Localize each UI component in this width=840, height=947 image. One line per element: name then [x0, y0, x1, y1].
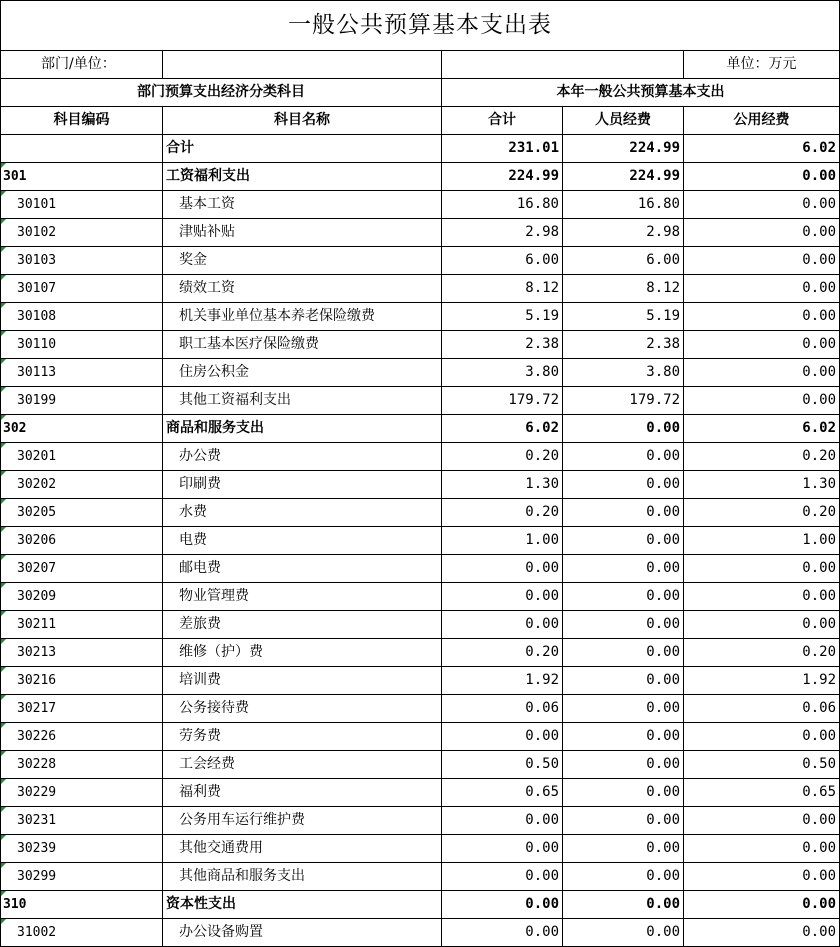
row-total[interactable]: 1.30 — [442, 471, 563, 499]
row-personnel[interactable]: 0.00 — [563, 919, 684, 947]
dept-value-cell[interactable] — [163, 51, 442, 79]
row-public[interactable]: 0.20 — [684, 639, 840, 667]
row-name[interactable]: 工会经费 — [163, 751, 442, 779]
row-name[interactable]: 其他交通费用 — [163, 835, 442, 863]
row-code[interactable]: 30206 — [1, 527, 163, 555]
row-public[interactable]: 0.00 — [684, 807, 840, 835]
table-row — [1, 919, 840, 947]
table-row — [1, 443, 840, 471]
header-name: 科目名称 — [163, 107, 442, 135]
table-row — [1, 611, 840, 639]
row-personnel[interactable]: 0.00 — [563, 863, 684, 891]
row-public[interactable]: 0.20 — [684, 443, 840, 471]
row-code[interactable]: 30211 — [1, 611, 163, 639]
row-code[interactable]: 30113 — [1, 359, 163, 387]
row-public[interactable]: 0.00 — [684, 219, 840, 247]
row-public[interactable]: 0.00 — [684, 583, 840, 611]
header-personnel: 人员经费 — [563, 107, 684, 135]
row-name[interactable]: 培训费 — [163, 667, 442, 695]
row-public[interactable]: 1.00 — [684, 527, 840, 555]
row-public[interactable]: 0.00 — [684, 919, 840, 947]
row-code[interactable]: 31002 — [1, 919, 163, 947]
row-public[interactable]: 0.00 — [684, 611, 840, 639]
row-name[interactable]: 维修（护）费 — [163, 639, 442, 667]
row-public[interactable]: 0.00 — [684, 555, 840, 583]
row-name[interactable]: 职工基本医疗保险缴费 — [163, 331, 442, 359]
row-personnel[interactable]: 224.99 — [563, 163, 684, 191]
row-personnel[interactable]: 0.00 — [563, 611, 684, 639]
row-personnel[interactable]: 0.00 — [563, 779, 684, 807]
row-name[interactable]: 印刷费 — [163, 471, 442, 499]
row-total[interactable]: 0.00 — [442, 555, 563, 583]
dept-label: 部门/单位： — [1, 51, 163, 79]
row-code[interactable]: 30299 — [1, 863, 163, 891]
row-name[interactable]: 机关事业单位基本养老保险缴费 — [163, 303, 442, 331]
row-name[interactable]: 资本性支出 — [163, 891, 442, 919]
row-public[interactable]: 6.02 — [684, 415, 840, 443]
row-code[interactable]: 30239 — [1, 835, 163, 863]
row-total[interactable]: 16.80 — [442, 191, 563, 219]
row-public[interactable]: 0.00 — [684, 723, 840, 751]
row-personnel[interactable]: 0.00 — [563, 695, 684, 723]
table-row — [1, 667, 840, 695]
row-code[interactable]: 30226 — [1, 723, 163, 751]
row-personnel[interactable]: 5.19 — [563, 303, 684, 331]
table-row — [1, 191, 840, 219]
table-row — [1, 779, 840, 807]
row-personnel[interactable]: 0.00 — [563, 639, 684, 667]
row-code[interactable]: 30213 — [1, 639, 163, 667]
table-row — [1, 723, 840, 751]
table-row — [1, 555, 840, 583]
row-code[interactable]: 310 — [1, 891, 163, 919]
row-public[interactable]: 0.00 — [684, 191, 840, 219]
table-row — [1, 527, 840, 555]
row-total[interactable]: 179.72 — [442, 387, 563, 415]
row-total[interactable]: 1.92 — [442, 667, 563, 695]
row-total[interactable]: 1.00 — [442, 527, 563, 555]
row-code[interactable]: 30108 — [1, 303, 163, 331]
table-row — [1, 303, 840, 331]
row-public[interactable]: 0.65 — [684, 779, 840, 807]
row-personnel[interactable]: 0.00 — [563, 471, 684, 499]
row-code[interactable]: 30199 — [1, 387, 163, 415]
row-name[interactable]: 奖金 — [163, 247, 442, 275]
row-name[interactable]: 住房公积金 — [163, 359, 442, 387]
table-row — [1, 583, 840, 611]
row-total[interactable]: 0.00 — [442, 723, 563, 751]
table-row — [1, 807, 840, 835]
row-total[interactable]: 0.50 — [442, 751, 563, 779]
header-group-row — [1, 79, 840, 107]
total-row — [1, 135, 840, 163]
row-personnel[interactable]: 3.80 — [563, 359, 684, 387]
table-row — [1, 359, 840, 387]
row-name[interactable]: 电费 — [163, 527, 442, 555]
row-code[interactable]: 30107 — [1, 275, 163, 303]
row-name[interactable]: 商品和服务支出 — [163, 415, 442, 443]
category-row — [1, 163, 840, 191]
row-total[interactable]: 6.02 — [442, 415, 563, 443]
table-row — [1, 835, 840, 863]
row-personnel[interactable]: 8.12 — [563, 275, 684, 303]
row-total[interactable]: 0.20 — [442, 443, 563, 471]
meta-row — [1, 51, 840, 79]
row-public[interactable]: 0.00 — [684, 835, 840, 863]
row-personnel[interactable]: 0.00 — [563, 723, 684, 751]
header-column-row — [1, 107, 840, 135]
row-personnel[interactable]: 179.72 — [563, 387, 684, 415]
row-code[interactable]: 30209 — [1, 583, 163, 611]
row-total[interactable]: 0.00 — [442, 891, 563, 919]
row-code[interactable]: 30205 — [1, 499, 163, 527]
meta-empty-cell[interactable] — [442, 51, 684, 79]
header-total: 合计 — [442, 107, 563, 135]
row-name[interactable]: 差旅费 — [163, 611, 442, 639]
row-total[interactable]: 0.20 — [442, 639, 563, 667]
row-name[interactable]: 公务接待费 — [163, 695, 442, 723]
row-personnel[interactable]: 0.00 — [563, 891, 684, 919]
row-name[interactable]: 福利费 — [163, 779, 442, 807]
table-row — [1, 863, 840, 891]
row-name[interactable]: 其他工资福利支出 — [163, 387, 442, 415]
row-total[interactable]: 2.98 — [442, 219, 563, 247]
category-row — [1, 891, 840, 919]
row-public[interactable]: 0.00 — [684, 359, 840, 387]
row-personnel[interactable]: 0.00 — [563, 835, 684, 863]
row-total[interactable]: 0.00 — [442, 583, 563, 611]
total-personnel[interactable]: 224.99 — [563, 135, 684, 163]
row-public[interactable]: 1.30 — [684, 471, 840, 499]
row-total[interactable]: 3.80 — [442, 359, 563, 387]
row-public[interactable]: 0.50 — [684, 751, 840, 779]
row-total[interactable]: 8.12 — [442, 275, 563, 303]
title-row — [1, 1, 840, 51]
row-name[interactable]: 工资福利支出 — [163, 163, 442, 191]
row-code[interactable]: 30101 — [1, 191, 163, 219]
row-personnel[interactable]: 0.00 — [563, 527, 684, 555]
row-code[interactable]: 30217 — [1, 695, 163, 723]
row-personnel[interactable]: 0.00 — [563, 415, 684, 443]
category-row — [1, 415, 840, 443]
table-row — [1, 639, 840, 667]
row-code[interactable]: 30228 — [1, 751, 163, 779]
row-public[interactable]: 0.00 — [684, 275, 840, 303]
row-total[interactable]: 0.20 — [442, 499, 563, 527]
row-code[interactable]: 30207 — [1, 555, 163, 583]
row-code[interactable]: 30216 — [1, 667, 163, 695]
table-row — [1, 751, 840, 779]
row-total[interactable]: 0.00 — [442, 835, 563, 863]
row-public[interactable]: 0.00 — [684, 303, 840, 331]
row-total[interactable]: 2.38 — [442, 331, 563, 359]
row-public[interactable]: 0.00 — [684, 863, 840, 891]
row-code[interactable]: 30231 — [1, 807, 163, 835]
table-row — [1, 387, 840, 415]
row-public[interactable]: 0.06 — [684, 695, 840, 723]
row-total[interactable]: 0.00 — [442, 863, 563, 891]
row-public[interactable]: 0.00 — [684, 247, 840, 275]
row-name[interactable]: 办公费 — [163, 443, 442, 471]
header-budget-expenditure: 本年一般公共预算基本支出 — [442, 79, 840, 107]
row-public[interactable]: 0.00 — [684, 891, 840, 919]
total-public[interactable]: 6.02 — [684, 135, 840, 163]
row-code[interactable]: 30201 — [1, 443, 163, 471]
row-total[interactable]: 5.19 — [442, 303, 563, 331]
row-name[interactable]: 办公设备购置 — [163, 919, 442, 947]
row-personnel[interactable]: 0.00 — [563, 751, 684, 779]
row-total[interactable]: 0.00 — [442, 611, 563, 639]
row-public[interactable]: 0.00 — [684, 163, 840, 191]
header-code: 科目编码 — [1, 107, 163, 135]
total-code-cell[interactable] — [1, 135, 163, 163]
row-public[interactable]: 0.00 — [684, 387, 840, 415]
row-code[interactable]: 301 — [1, 163, 163, 191]
row-personnel[interactable]: 2.98 — [563, 219, 684, 247]
row-code[interactable]: 30110 — [1, 331, 163, 359]
row-total[interactable]: 0.65 — [442, 779, 563, 807]
row-name[interactable]: 津贴补贴 — [163, 219, 442, 247]
row-code[interactable]: 30103 — [1, 247, 163, 275]
row-personnel[interactable]: 0.00 — [563, 443, 684, 471]
total-total[interactable]: 231.01 — [442, 135, 563, 163]
row-name[interactable]: 基本工资 — [163, 191, 442, 219]
header-public: 公用经费 — [684, 107, 840, 135]
row-name[interactable]: 劳务费 — [163, 723, 442, 751]
row-name[interactable]: 绩效工资 — [163, 275, 442, 303]
table-row — [1, 695, 840, 723]
table-title: 一般公共预算基本支出表 — [1, 1, 840, 51]
row-personnel[interactable]: 16.80 — [563, 191, 684, 219]
table-row — [1, 275, 840, 303]
row-code[interactable]: 30202 — [1, 471, 163, 499]
row-personnel[interactable]: 0.00 — [563, 807, 684, 835]
row-name[interactable]: 邮电费 — [163, 555, 442, 583]
row-name[interactable]: 物业管理费 — [163, 583, 442, 611]
row-name[interactable]: 公务用车运行维护费 — [163, 807, 442, 835]
table-row — [1, 331, 840, 359]
row-personnel[interactable]: 6.00 — [563, 247, 684, 275]
row-name[interactable]: 其他商品和服务支出 — [163, 863, 442, 891]
row-total[interactable]: 0.00 — [442, 919, 563, 947]
table-row — [1, 499, 840, 527]
header-econ-category: 部门预算支出经济分类科目 — [1, 79, 442, 107]
row-public[interactable]: 0.00 — [684, 331, 840, 359]
row-public[interactable]: 1.92 — [684, 667, 840, 695]
row-total[interactable]: 224.99 — [442, 163, 563, 191]
row-code[interactable]: 302 — [1, 415, 163, 443]
row-total[interactable]: 6.00 — [442, 247, 563, 275]
table-row — [1, 471, 840, 499]
row-total[interactable]: 0.06 — [442, 695, 563, 723]
row-personnel[interactable]: 0.00 — [563, 583, 684, 611]
row-personnel[interactable]: 0.00 — [563, 667, 684, 695]
row-personnel[interactable]: 0.00 — [563, 555, 684, 583]
table-row — [1, 247, 840, 275]
total-name[interactable]: 合计 — [163, 135, 442, 163]
unit-label: 单位：万元 — [684, 51, 840, 79]
row-personnel[interactable]: 0.00 — [563, 499, 684, 527]
row-name[interactable]: 水费 — [163, 499, 442, 527]
row-code[interactable]: 30229 — [1, 779, 163, 807]
row-total[interactable]: 0.00 — [442, 807, 563, 835]
table-row — [1, 219, 840, 247]
row-code[interactable]: 30102 — [1, 219, 163, 247]
row-personnel[interactable]: 2.38 — [563, 331, 684, 359]
row-public[interactable]: 0.20 — [684, 499, 840, 527]
